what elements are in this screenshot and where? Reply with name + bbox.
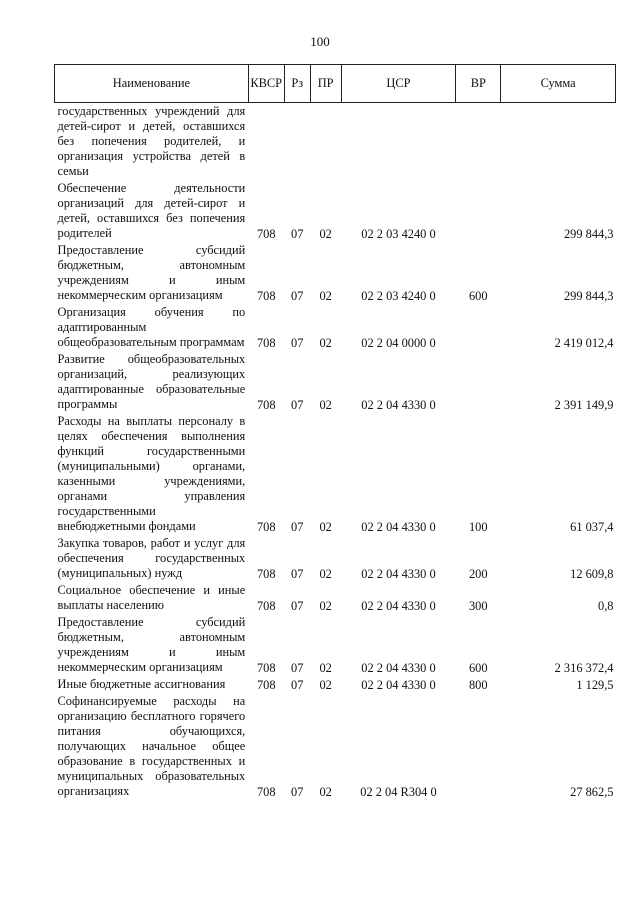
- row-name: Софинансируемые расходы на организацию бесплатного горячего питания обучающихся, получающих начальное общее образование в государственных и муниципальных образовательных организациях: [57, 694, 246, 798]
- table-row: [55, 180, 616, 242]
- row-rz: 07: [291, 785, 304, 799]
- row-kvsr: 708: [256, 398, 276, 412]
- table-row: [55, 535, 616, 582]
- row-name: Организация обучения по адаптированным общеобразовательным программам: [57, 305, 246, 349]
- row-kvsr: 708: [256, 661, 276, 675]
- row-name: Предоставление субсидий бюджетным, автономным учреждениям и иным некоммерческим организациям: [57, 615, 246, 674]
- row-csr: 02 2 04 4330 0: [361, 599, 436, 613]
- row-vr: [456, 693, 501, 800]
- row-vr: [456, 103, 501, 181]
- row-kvsr: 708: [256, 785, 276, 799]
- row-pr: 02: [319, 336, 332, 350]
- row-rz: 07: [291, 398, 304, 412]
- row-csr: 02 2 04 4330 0: [361, 567, 436, 581]
- row-kvsr: 708: [256, 227, 276, 241]
- header-name: Наименование: [55, 65, 249, 103]
- row-rz: 07: [291, 661, 304, 675]
- row-name: Закупка товаров, работ и услуг для обеспечения государственных (муниципальных) нужд: [57, 536, 246, 580]
- table-body: [55, 103, 616, 801]
- row-csr: 02 2 04 R304 0: [360, 785, 437, 799]
- row-pr: 02: [319, 227, 332, 241]
- row-vr: [456, 304, 501, 351]
- table-row: [55, 304, 616, 351]
- row-rz: 07: [291, 567, 304, 581]
- table-row: [55, 103, 616, 181]
- row-pr: 02: [319, 678, 332, 692]
- row-sum: 1 129,5: [576, 678, 614, 692]
- row-name: Социальное обеспечение и иные выплаты населению: [57, 583, 246, 612]
- row-csr: 02 2 04 4330 0: [361, 398, 436, 412]
- row-sum: 2 419 012,4: [554, 336, 614, 350]
- row-sum: [501, 103, 616, 181]
- row-csr: 02 2 04 0000 0: [361, 336, 436, 350]
- row-rz: 07: [291, 336, 304, 350]
- row-rz: [284, 103, 310, 181]
- row-rz: 07: [291, 599, 304, 613]
- row-vr: 200: [468, 567, 488, 581]
- row-pr: 02: [319, 661, 332, 675]
- row-kvsr: 708: [256, 678, 276, 692]
- row-vr: 100: [468, 520, 488, 534]
- row-pr: [310, 103, 341, 181]
- row-pr: 02: [319, 398, 332, 412]
- row-rz: 07: [291, 227, 304, 241]
- row-vr: [456, 180, 501, 242]
- header-rz: Рз: [284, 65, 310, 103]
- table-row: [55, 614, 616, 676]
- row-pr: 02: [319, 289, 332, 303]
- row-sum: 0,8: [598, 599, 614, 613]
- row-name: Расходы на выплаты персоналу в целях обеспечения выполнения функций государственными (муниципальными) органами, казенными учреждениями, органами управления государственными внебюджетными фондами: [57, 414, 246, 533]
- header-sum: Сумма: [501, 65, 616, 103]
- row-vr: [456, 351, 501, 413]
- table-row: [55, 676, 616, 693]
- row-name: государственных учреждений для детей-сирот и детей, оставшихся без попечения родителей, и организация устройства детей в семьи: [57, 104, 246, 178]
- row-pr: 02: [319, 567, 332, 581]
- row-sum: 2 391 149,9: [554, 398, 614, 412]
- row-name: Обеспечение деятельности организаций для детей-сирот и детей, оставшихся без попечения родителей: [57, 181, 246, 240]
- header-kvsr: КВСР: [248, 65, 284, 103]
- table-row: [55, 413, 616, 535]
- header-vr: ВР: [456, 65, 501, 103]
- header-csr: ЦСР: [341, 65, 456, 103]
- row-sum: 299 844,3: [563, 289, 614, 303]
- table-row: [55, 693, 616, 800]
- table-row: [55, 242, 616, 304]
- row-vr: 600: [468, 661, 488, 675]
- row-name: Развитие общеобразовательных организаций, реализующих адаптированные образовательные программы: [57, 352, 246, 411]
- table-row: [55, 351, 616, 413]
- row-csr: [341, 103, 456, 181]
- row-sum: 299 844,3: [563, 227, 614, 241]
- row-rz: 07: [291, 289, 304, 303]
- row-pr: 02: [319, 785, 332, 799]
- row-rz: 07: [291, 678, 304, 692]
- row-kvsr: 708: [256, 520, 276, 534]
- row-csr: 02 2 04 4330 0: [361, 661, 436, 675]
- row-rz: 07: [291, 520, 304, 534]
- row-name: Иные бюджетные ассигнования: [57, 677, 226, 691]
- row-vr: 600: [468, 289, 488, 303]
- row-sum: 27 862,5: [570, 785, 614, 799]
- row-csr: 02 2 04 4330 0: [361, 520, 436, 534]
- row-kvsr: 708: [256, 336, 276, 350]
- row-name: Предоставление субсидий бюджетным, автономным учреждениям и иным некоммерческим организациям: [57, 243, 246, 302]
- row-pr: 02: [319, 520, 332, 534]
- row-csr: 02 2 03 4240 0: [361, 289, 436, 303]
- table-row: [55, 582, 616, 614]
- row-csr: 02 2 03 4240 0: [361, 227, 436, 241]
- row-vr: 800: [468, 678, 488, 692]
- row-sum: 12 609,8: [570, 567, 614, 581]
- table-header: [55, 65, 616, 103]
- budget-table: [54, 64, 616, 800]
- row-sum: 61 037,4: [570, 520, 614, 534]
- row-kvsr: 708: [256, 567, 276, 581]
- row-vr: 300: [468, 599, 488, 613]
- row-pr: 02: [319, 599, 332, 613]
- row-csr: 02 2 04 4330 0: [361, 678, 436, 692]
- row-kvsr: 708: [256, 599, 276, 613]
- row-kvsr: [248, 103, 284, 181]
- header-pr: ПР: [310, 65, 341, 103]
- page-number: 100: [310, 34, 330, 49]
- row-kvsr: 708: [256, 289, 276, 303]
- row-sum: 2 316 372,4: [554, 661, 614, 675]
